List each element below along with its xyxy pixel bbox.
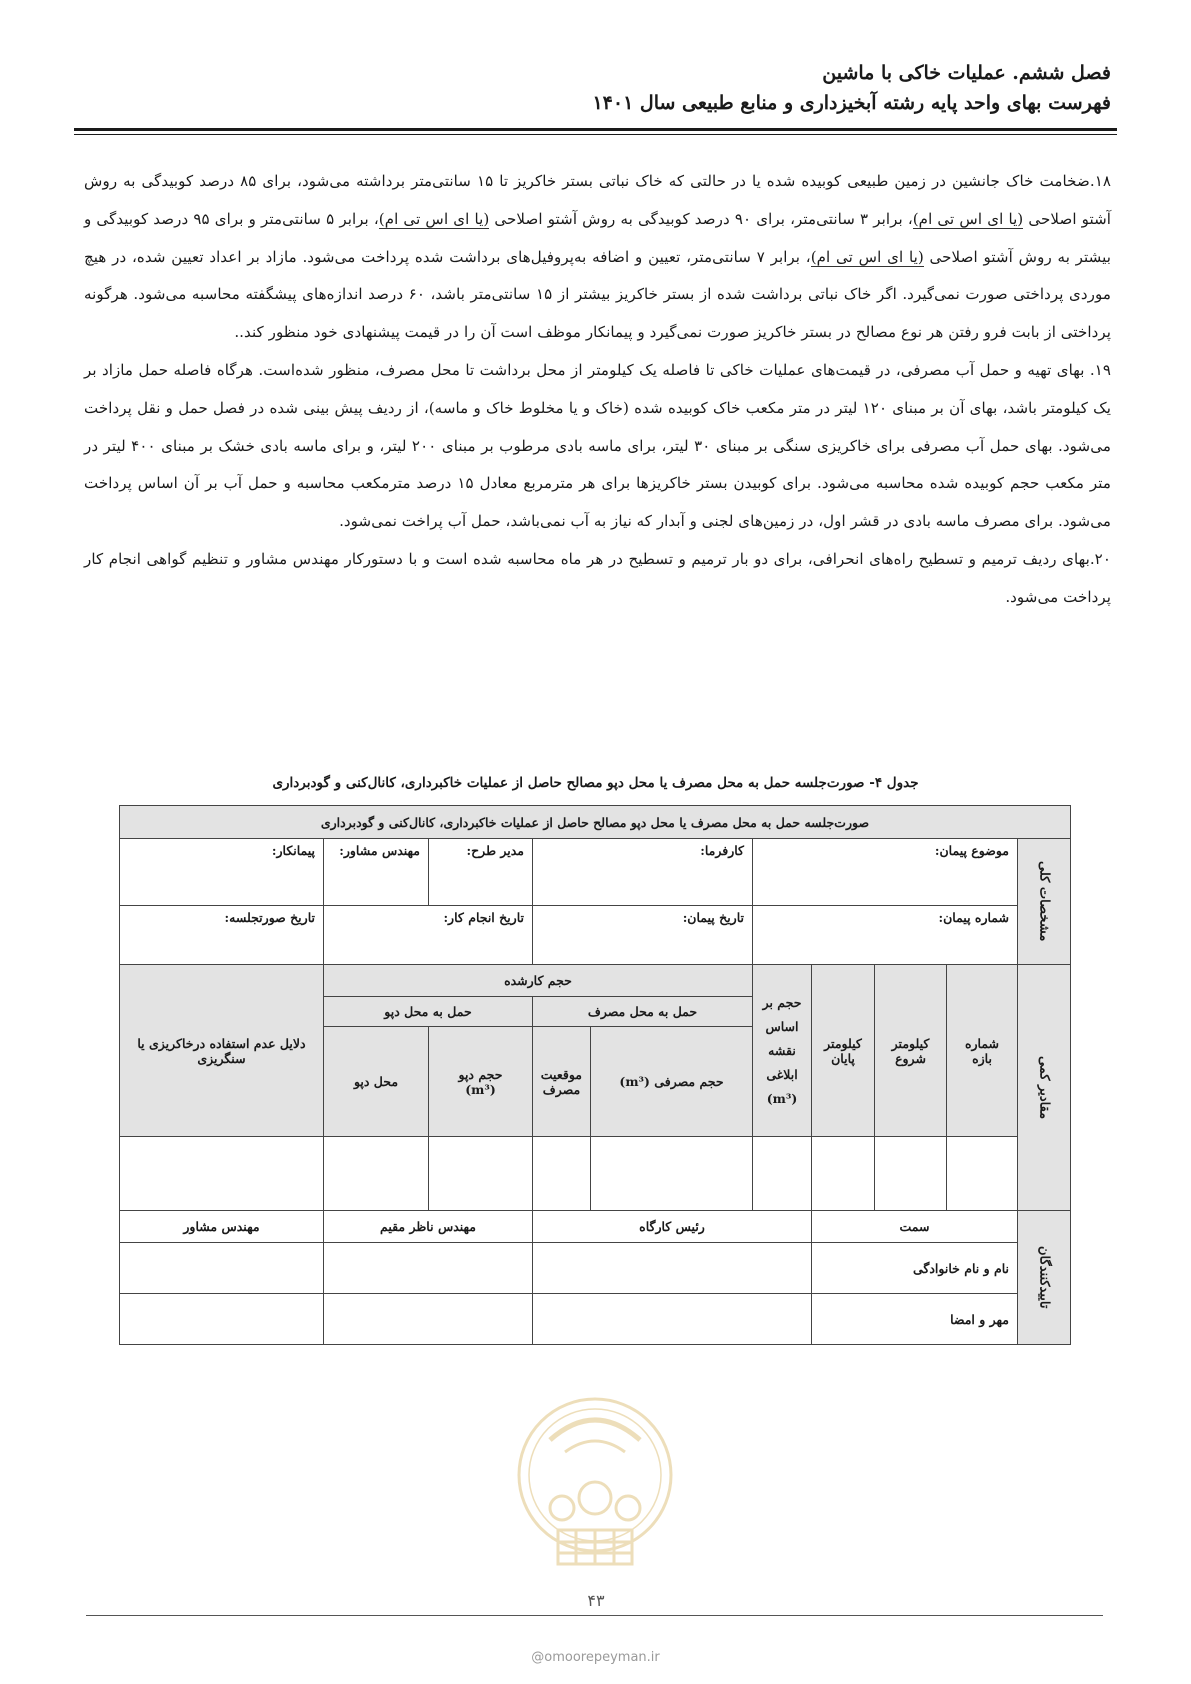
haul-depot-header: حمل به محل دپو [324, 997, 533, 1027]
full-name-site-head [533, 1243, 812, 1294]
empty-cell-segment [947, 1137, 1018, 1211]
section-general-label: مشخصات کلی [1036, 861, 1052, 942]
employer-field: کارفرما: [533, 839, 753, 906]
underlined-astm-2: (یا ای اس تی ام) [378, 209, 490, 228]
paragraph-18-part-c: ، برابر ۵ سانتی‌متر و برای ۹۵ درصد کوبیدگی و بیشتر به روش آشتو اصلاحی [84, 209, 1111, 266]
empty-cell-plan-volume [753, 1137, 812, 1211]
empty-cell-reasons [119, 1137, 323, 1211]
contractor-field: پیمانکار: [119, 839, 323, 906]
watermark-seal-icon [510, 1380, 680, 1580]
use-location-header: موقعیت مصرف [533, 1027, 591, 1137]
depot-volume-header [429, 1027, 533, 1137]
empty-cell-end-km [812, 1137, 875, 1211]
page-number: ۴۳ [587, 1591, 605, 1610]
website-watermark: @omoorepeyman.ir [531, 1650, 660, 1665]
end-km-header: کیلومتر پایان [812, 965, 875, 1137]
site-head-header: رئیس کارگاه [533, 1211, 812, 1243]
position-header: سمت [812, 1211, 1018, 1243]
minutes-table [119, 805, 1071, 1345]
seal-signature-label: مهر و امضا [812, 1294, 1018, 1345]
consultant-engineer-header: مهندس مشاور [119, 1211, 323, 1243]
empty-cell-depot-location [324, 1137, 429, 1211]
page-header [80, 58, 1111, 118]
table-wrapper [120, 805, 1071, 1345]
section-quantity [1018, 965, 1071, 1211]
empty-cell-used-volume [591, 1137, 753, 1211]
contract-number-field: شماره پیمان: [753, 906, 1018, 965]
empty-cell-depot-volume [429, 1137, 533, 1211]
signature-resident [324, 1294, 533, 1345]
chapter-title: فصل ششم. عملیات خاکی با ماشین [822, 62, 1111, 84]
plan-volume-header [753, 965, 812, 1137]
depot-volume-unit: (m³) [465, 1081, 496, 1097]
project-manager-field: مدیر طرح: [429, 839, 533, 906]
contract-date-field: تاریخ پیمان: [533, 906, 753, 965]
depot-location-header: محل دپو [324, 1027, 429, 1137]
paragraph-18-part-d: ، برابر ۷ سانتی‌متر، تعیین و اضافه به‌پروفیل‌های برداشت شده پرداخت می‌شود. مازاد بر اعداد تعیین شده، در هیچ موردی پرداختی صورت نمی‌گیرد. اگر خاک نباتی برداشت شده از بستر خاکریز بیشتر از ۱۵ سانتی‌متر باشد، ۶۰ درصد اندازه‌های پیشگفته محاسبه می‌شود. هرگونه پرداختی از بابت فرو رفتن هر نوع مصالح در بستر خاکریز صورت نمی‌گیرد و پیمانکار موظف است آن را در قیمت پیشنهادی خود منظور کند.. [84, 247, 1111, 342]
minutes-date-field: تاریخ صورتجلسه: [119, 906, 323, 965]
full-name-label: نام و نام خانوادگی [812, 1243, 1018, 1294]
section-general [1018, 839, 1071, 965]
consultant-field: مهندس مشاور: [324, 839, 429, 906]
body-text [84, 163, 1111, 617]
work-volume-header: حجم کارشده [324, 965, 753, 997]
signature-consultant [119, 1294, 323, 1345]
section-signers [1018, 1211, 1071, 1345]
signature-site-head [533, 1294, 812, 1345]
contract-subject-field: موضوع پیمان: [753, 839, 1018, 906]
empty-cell-use-location [533, 1137, 591, 1211]
paragraph-18-part-b: ، برابر ۳ سانتی‌متر، برای ۹۰ درصد کوبیدگی به روش آشتو اصلاحی [489, 209, 913, 228]
underlined-astm-3: (یا ای اس تی ام) [810, 247, 924, 266]
header-rule-thin [74, 134, 1117, 135]
plan-volume-text: حجم بر اساس نقشه ابلاغی [762, 994, 802, 1082]
table-title: صورت‌جلسه حمل به محل مصرف یا محل دپو مصالح حاصل از عملیات خاکبرداری، کانال‌کنی و گودبرداری [119, 806, 1070, 839]
paragraph-19: ۱۹. بهای تهیه و حمل آب مصرفی، در قیمت‌های عملیات خاکی تا فاصله یک کیلومتر از محل برداشت تا محل مصرف، منظور شده‌است. هرگاه فاصله حمل مازاد بر یک کیلومتر باشد، بهای آن بر مبنای ۱۲۰ لیتر در متر مکعب خاک کوبیده شده (خاک و یا مخلوط خاک و ماسه)، از ردیف پیش بینی شده در فصل حمل و نقل پرداخت می‌شود. بهای حمل آب مصرفی برای خاکریزی سنگی بر مبنای ۳۰ لیتر، برای ماسه بادی مرطوب بر مبنای ۲۰۰ لیتر، و برای ماسه بادی خشک بر مبنای ۴۰۰ لیتر در متر مکعب حجم کوبیده شده محاسبه می‌شود. برای کوبیدن بستر خاکریزها برای هر مترمربع معادل ۱۵ درصد مترمکعب محاسبه و حمل آب بر آن اساس پرداخت می‌شود. برای مصرف ماسه بادی در قشر اول، در زمین‌های لجنی و آبدار که نیاز به آب نمی‌باشد، حمل آب پراخت نمی‌شود. [84, 360, 1112, 531]
full-name-resident [324, 1243, 533, 1294]
reasons-header: دلایل عدم استفاده درخاکریزی یا سنگریزی [119, 965, 323, 1137]
table-caption: جدول ۴- صورت‌جلسه حمل به محل مصرف یا محل دپو مصالح حاصل از عملیات خاکبرداری، کانال‌کنی و گودبرداری [272, 775, 919, 791]
depot-volume-text: حجم دپو [458, 1066, 503, 1082]
header-rule-thick [74, 128, 1117, 131]
section-signers-label: تایید‌کنندگان [1036, 1246, 1052, 1309]
paragraph-18 [84, 163, 1111, 352]
paragraph-20: ۲۰.بهای ردیف ترمیم و تسطیح راه‌های انحرافی، برای دو بار ترمیم و تسطیح در هر ماه محاسبه شده است و با دستورکار مهندس مشاور و تنظیم گواهی انجام کار پرداخت می‌شود. [84, 549, 1111, 606]
underlined-astm-1: (یا ای اس تی ام) [912, 209, 1024, 228]
document-title: فهرست بهای واحد پایه رشته آبخیزداری و منابع طبیعی سال ۱۴۰۱ [592, 92, 1111, 114]
section-quantity-label: مقادیر کمی [1036, 1055, 1052, 1120]
resident-engineer-header: مهندس ناظر مقیم [324, 1211, 533, 1243]
plan-volume-unit: (m³) [766, 1090, 798, 1106]
paragraph-18-part-a: ۱۸.ضخامت خاک جانشین در زمین طبیعی کوبیده شده یا در حالتی که خاک نباتی بستر خاکریز تا ۱۵ سانتی‌متر برداشته می‌شود، برای ۸۵ درصد کوبیدگی به روش آشتو اصلاحی [84, 172, 1112, 228]
full-name-consultant [119, 1243, 323, 1294]
haul-use-header: حمل به محل مصرف [533, 997, 753, 1027]
empty-cell-start-km [875, 1137, 947, 1211]
footer-rule [86, 1615, 1103, 1616]
segment-number-header: شماره بازه [947, 965, 1018, 1137]
used-volume-header: حجم مصرفی (m³) [591, 1027, 753, 1137]
start-km-header: کیلومتر شروع [875, 965, 947, 1137]
work-date-field: تاریخ انجام کار: [324, 906, 533, 965]
